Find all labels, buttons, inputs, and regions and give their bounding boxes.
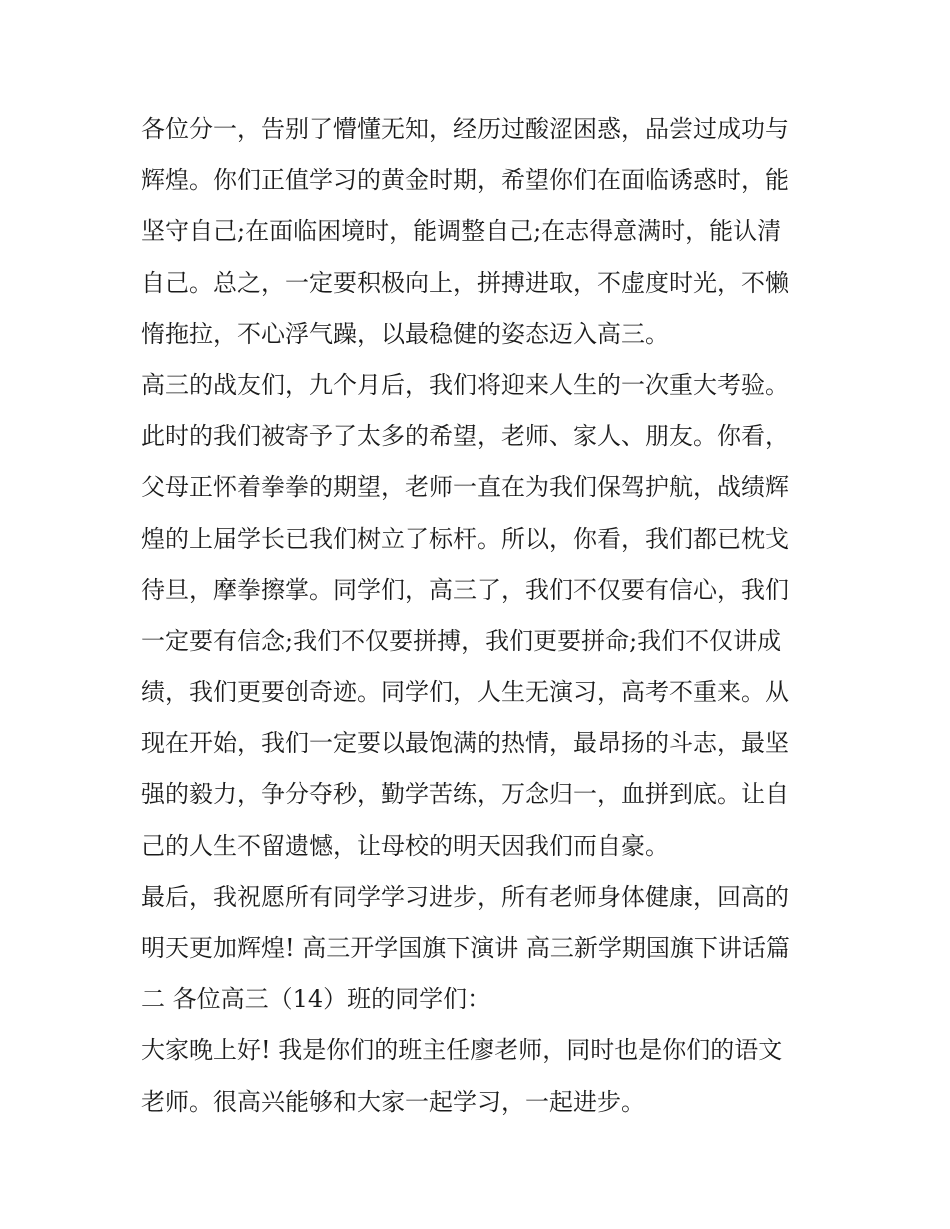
text-line: 自己。总之，一定要积极向上，拼搏进取，不虚度时光，不懒 [141,268,789,297]
text-line: 绩，我们更要创奇迹。同学们，人生无演习，高考不重来。从 [141,678,789,707]
text-line: 各位分一，告别了懵懂无知，经历过酸涩困惑，品尝过成功与 [141,115,789,143]
text-line: 二 各位高三（14）班的同学们： [141,985,492,1014]
paragraph-2 [141,360,813,872]
text-line: 煌的上届学长已我们树立了标杆。所以，你看，我们都已枕戈 [141,524,789,553]
paragraph-4 [141,1025,813,1127]
text-line: 老师。很高兴能够和大家一起学习，一起进步。 [141,1087,645,1116]
paragraph-3 [141,872,813,1026]
text-line: 大家晚上好! 我是你们的班主任廖老师，同时也是你们的语文 [141,1036,783,1065]
text-line: 强的毅力，争分夺秒，勤学苦练，万念归一，血拼到底。让自 [141,780,789,809]
text-line: 惰拖拉，不心浮气躁，以最稳健的姿态迈入高三。 [141,319,669,348]
text-line: 坚守自己;在面临困境时，能调整自己;在志得意满时，能认清 [141,217,782,246]
document-body [141,104,813,1128]
text-line: 辉煌。你们正值学习的黄金时期，希望你们在面临诱惑时，能 [141,166,789,195]
text-line: 最后，我祝愿所有同学学习进步，所有老师身体健康，回高的 [141,882,789,911]
text-line: 此时的我们被寄予了太多的希望，老师、家人、朋友。你看， [141,422,789,451]
text-line: 明天更加辉煌! 高三开学国旗下演讲 高三新学期国旗下讲话篇 [141,934,790,962]
text-line: 己的人生不留遗憾，让母校的明天因我们而自豪。 [141,831,669,860]
text-line: 待旦，摩拳擦掌。同学们，高三了，我们不仅要有信心，我们 [141,575,789,604]
paragraph-1 [141,104,813,360]
text-line: 一定要有信念;我们不仅要拼搏，我们更要拼命;我们不仅讲成 [141,626,782,655]
text-line: 父母正怀着拳拳的期望，老师一直在为我们保驾护航，战绩辉 [141,473,789,502]
text-line: 高三的战友们，九个月后，我们将迎来人生的一次重大考验。 [141,370,789,399]
text-line: 现在开始，我们一定要以最饱满的热情，最昂扬的斗志，最坚 [141,729,789,758]
